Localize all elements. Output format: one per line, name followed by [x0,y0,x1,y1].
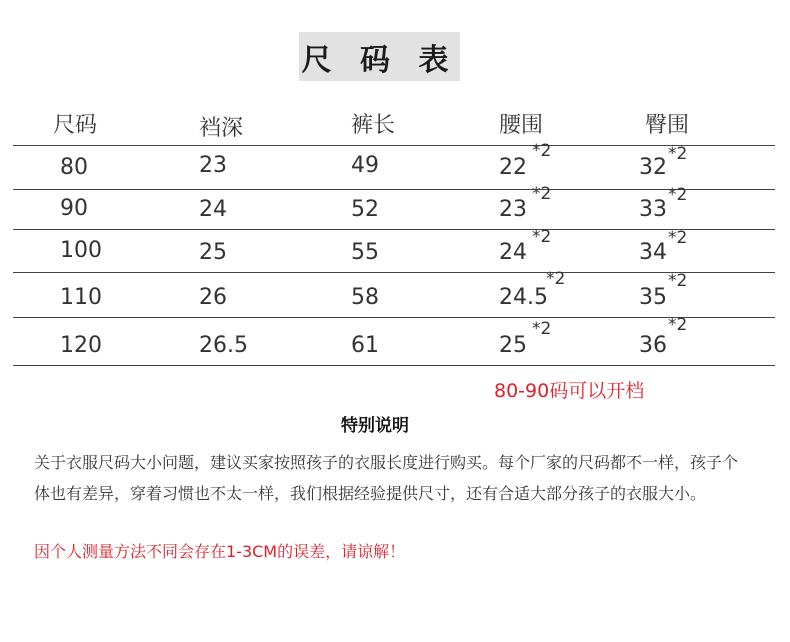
table-cell: 24 [499,240,527,265]
table-cell: 80 [60,155,88,180]
header-hip: 臀围 [645,113,690,138]
table-cell: 61 [351,333,379,358]
table-cell: 120 [60,333,102,358]
row-divider [13,317,775,318]
multiplier-mark: *2 [668,271,688,291]
table-cell: 32 [639,155,667,180]
multiplier-mark: *2 [532,319,552,339]
section-title: 特别说明 [341,416,409,436]
table-cell: 24.5 [499,285,548,310]
row-divider [13,229,775,230]
multiplier-mark: *2 [668,228,688,248]
table-bottom-rule [13,365,775,366]
table-cell: 23 [499,197,527,222]
table-cell: 34 [639,240,667,265]
row-divider [13,189,775,190]
table-cell: 35 [639,285,667,310]
table-cell: 52 [351,197,379,222]
header-length: 裤长 [351,113,396,138]
table-cell: 110 [60,285,102,310]
size-explanation: 关于衣服尺码大小问题，建议买家按照孩子的衣服长度进行购买。每个厂家的尺码都不一样，孩子个体也有差异，穿着习惯也不太一样，我们根据经验提供尺寸，还有合适大部分孩子的衣服大小。 [34,453,739,503]
table-cell: 26 [199,285,227,310]
header-rise: 裆深 [199,116,244,141]
multiplier-mark: *2 [532,141,552,161]
table-cell: 36 [639,333,667,358]
multiplier-mark: *2 [668,144,688,164]
multiplier-mark: *2 [532,227,552,247]
multiplier-mark: *2 [546,269,566,289]
table-cell: 55 [351,240,379,265]
multiplier-mark: *2 [668,185,688,205]
table-cell: 58 [351,285,379,310]
row-divider [13,272,775,273]
table-cell: 22 [499,155,527,180]
table-top-rule [13,145,775,146]
table-cell: 26.5 [199,333,248,358]
table-cell: 49 [351,153,379,178]
table-cell: 33 [639,197,667,222]
table-cell: 90 [60,196,88,221]
size-chart-title: 尺 码 表 [299,32,460,81]
table-cell: 25 [499,333,527,358]
multiplier-mark: *2 [668,315,688,335]
measurement-warning: 因个人测量方法不同会存在1-3CM的误差，请谅解！ [34,542,406,561]
table-cell: 24 [199,197,227,222]
multiplier-mark: *2 [532,184,552,204]
table-cell: 23 [199,153,227,178]
table-cell: 100 [60,238,102,263]
open-crotch-note: 80-90码可以开档 [494,380,645,402]
header-size: 尺码 [53,113,98,138]
header-waist: 腰围 [499,113,544,138]
table-cell: 25 [199,240,227,265]
